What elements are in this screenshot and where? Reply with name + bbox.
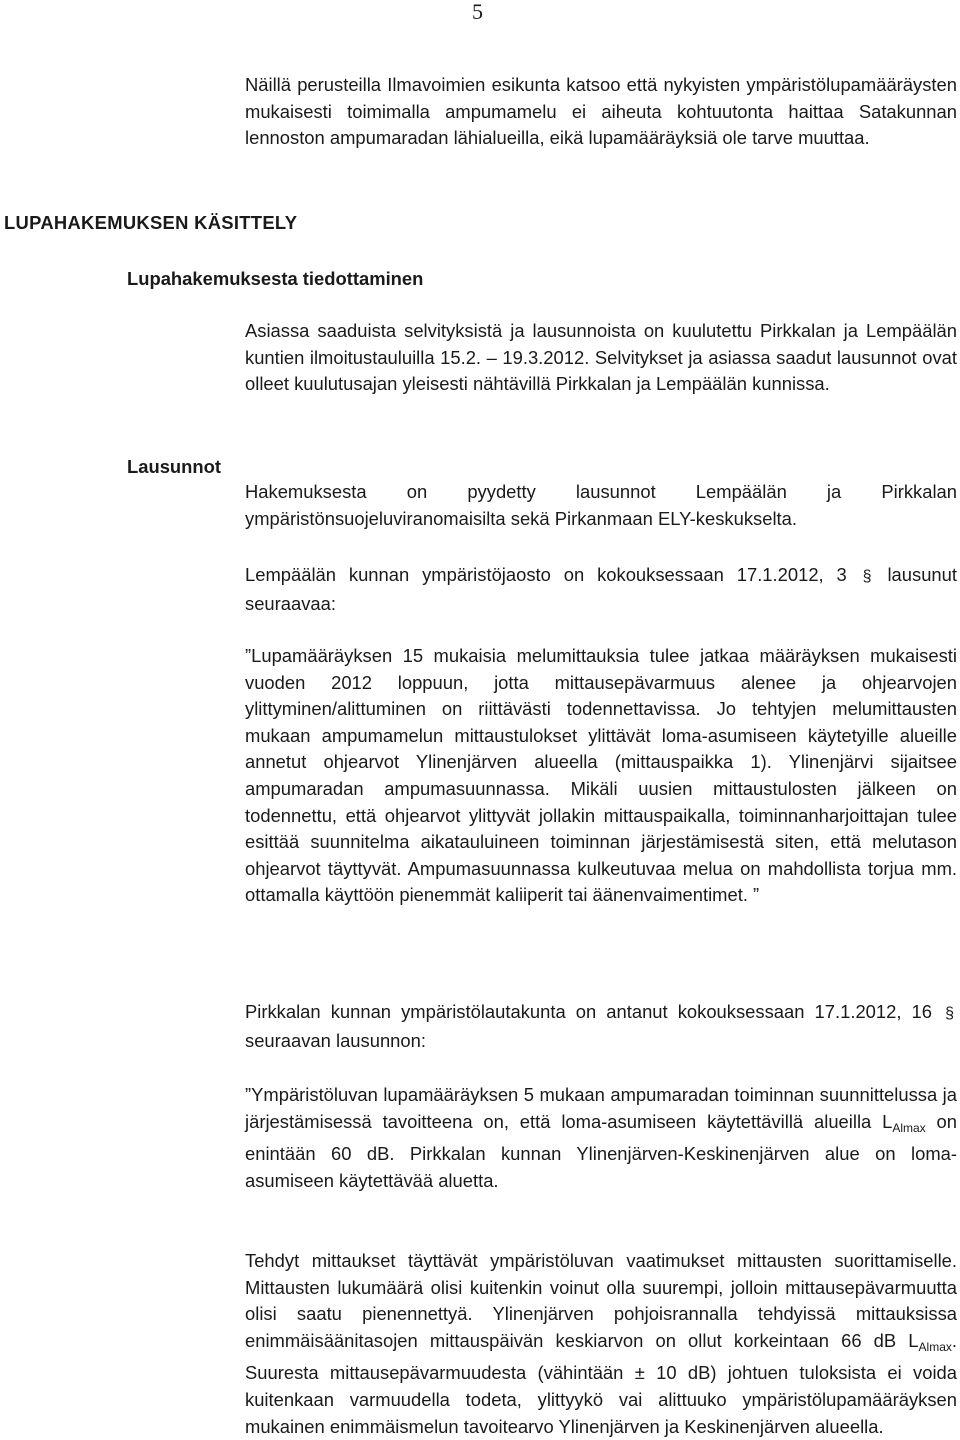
pirkkala-statement-text-b: seuraavan lausunnon: [245,1029,426,1051]
almax-subscript: Almax [892,1120,926,1135]
pirkkala-quote-1-start: ”Ympäristöluvan lupamääräyksen 5 mukaan ampumaradan toiminnan suunnittelussa ja järjestämisessä tavoitteena on, että loma-asumiseen käytettävillä alueilla L [245,1084,957,1132]
pirkkala-quote-paragraph-2 [245,1248,957,1440]
lempaala-statement-text-b: lausunut seuraavaa: [245,564,957,614]
pirkkala-statement [245,999,957,1054]
section-sign-icon: § [945,1005,954,1022]
lausunnot-intro-paragraph: Hakemuksesta on pyydetty lausunnot Lempäälän ja Pirkkalan ympäristönsuojeluviranomaisilta sekä Pirkanmaan ELY-keskukselta. [245,481,957,529]
lempaala-statement [245,562,957,617]
tiedottaminen-heading: Lupahakemuksesta tiedottaminen [127,268,424,289]
lempaala-statement-text-a: Lempäälän kunnan ympäristöjaosto on kokouksessaan 17.1.2012, 3 [245,564,847,585]
intro-paragraph: Näillä perusteilla Ilmavoimien esikunta katsoo että nykyisten ympäristölupamääräysten mukaisesti toimimalla ampumamelu ei aiheuta kohtuutonta haittaa Satakunnan lennoston ampumaradan lähialueilla, eikä lupamääräyksiä ole tarve muuttaa. [245,74,957,149]
pirkkala-quote-2-start: Tehdyt mittaukset täyttävät ympäristöluvan vaatimukset mittausten suorittamiselle. Mittausten lukumäärä olisi kuitenkin voinut olla suurempi, jolloin mittausepävarmuutta olisi saatu pienennettyä. Ylinenjärven pohjoisrannalla tehdyissä mittauksissa enimmäisäänitasojen mittauspäivän keskiarvon on ollut korkeintaan 66 dB L [245,1250,957,1351]
lausunnot-heading: Lausunnot [127,456,221,477]
pirkkala-quote-2-end: . Suuresta mittausepävarmuudesta (vähintään ± 10 dB) johtuen tuloksista ei voida kuitenkaan varmuudella todeta, ylittyykö vai alittuuko ympäristölupamääräyksen mukainen enimmäismelun tavoitearvo Ylinenjärven ja Keskinenjärven alueella. [245,1329,957,1437]
pirkkala-quote-paragraph-1 [245,1082,957,1194]
pirkkala-statement-text-a: Pirkkalan kunnan ympäristölautakunta on antanut kokouksessaan 17.1.2012, [245,1001,902,1022]
lempaala-quote: ”Lupamääräyksen 15 mukaisia melumittauksia tulee jatkaa määräyksen mukaisesti vuoden 2012 loppuun, jotta mittausepävarmuus alenee ja ohjearvojen ylittyminen/alittuminen on riittävästi todennettavissa. Jo tehtyjen melumittausten mukaan ampumamelun mittaustulokset ylittävät loma-asumiseen käytetyille alueille annetut ohjearvot Ylinenjärven alueella (mittauspaikka 1). Ylinenjärvi sijaitsee ampumaradan ampumasuunnassa. Mikäli uusien mittaustulosten jälkeen on todennettu, että ohjearvot ylittyvät jollakin mittauspaikalla, toiminnanharjoittajan tulee esittää suunnitelma aikatauluineen toiminnan järjestämisestä siten, että melutason ohjearvot täyttyvät. Ampumasuunnassa kulkeutuvaa melua on mahdollista torjua mm. ottamalla käyttöön pienemmät kaliiperit tai äänenvaimentimet. ” [245,645,957,906]
page-number: 5 [472,0,483,24]
section-heading: LUPAHAKEMUKSEN KÄSITTELY [4,212,298,233]
pirkkala-statement-number: 16 [911,1001,933,1022]
tiedottaminen-paragraph: Asiassa saaduista selvityksistä ja lausunnoista on kuulutettu Pirkkalan ja Lempäälän kuntien ilmoitustauluilla 15.2. – 19.3.2012. Selvitykset ja asiassa saadut lausunnot ovat olleet kuulutusajan yleisesti nähtävillä Pirkkalan ja Lempäälän kunnissa. [245,320,957,395]
pirkkala-quote-1-end: on enintään 60 dB. Pirkkalan kunnan Ylinenjärven-Keskinenjärven alue on loma-asumiseen käytettävää aluetta. [245,1110,957,1191]
section-sign-icon: § [862,568,872,585]
almax-subscript: Almax [918,1339,952,1354]
